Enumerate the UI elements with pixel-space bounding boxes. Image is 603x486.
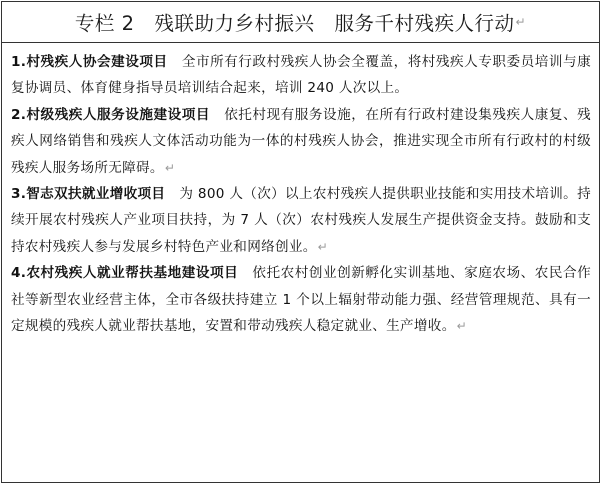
paragraph-mark-icon: ↵ [515,15,527,29]
paragraph-mark-icon: ↵ [456,319,467,334]
project-heading: 4.农村残疾人就业帮扶基地建设项目 [11,265,239,282]
paragraph-mark-icon: ↵ [164,160,176,175]
column-title [2,2,599,43]
project-item-1 [11,49,591,102]
project-description: 为 800 人（次）以上农村残疾人提供职业技能和实用技术培训。持续开展农村残疾人产业项目扶持，为 7 人（次）农村残疾人发展生产提供资金支持。鼓励和支持农村残疾人参与发展乡村特色产业和网络创业。 [11,186,591,255]
project-heading: 2.村级残疾人服务设施建设项目 [11,106,210,123]
column-title-part1: 专栏 2 残联助力乡村振兴 [74,12,315,35]
paragraph-mark-icon: ↵ [317,239,329,254]
project-description: 依托村现有服务设施，在所有行政村建设集残疾人康复、残疾人网络销售和残疾人文体活动功能为一体的村残疾人协会，推进实现全市所有行政村的村级残疾人服务场所无障碍。 [11,106,591,176]
project-item-3 [11,181,591,260]
project-description: 依托农村创业创新孵化实训基地、家庭农场、农民合作社等新型农业经营主体，全市各级扶持建立 1 个以上辐射带动能力强、经营管理规范、具有一定规模的残疾人就业帮扶基地，安置和带动残疾人稳定就业、生产增收。 [11,265,591,335]
project-heading: 3.智志双扶就业增收项目 [11,186,166,203]
column-body [2,43,599,339]
project-item-2 [11,102,591,181]
project-description: 全市所有行政村残疾人协会全覆盖，将村残疾人专职委员培训与康复协调员、体育健身指导员培训结合起来，培训 240 人次以上。 [11,54,591,97]
column-box [1,1,600,483]
column-title-part2: 服务千村残疾人行动 [334,12,515,35]
project-item-4 [11,260,591,339]
project-heading: 1.村残疾人协会建设项目 [11,54,168,70]
